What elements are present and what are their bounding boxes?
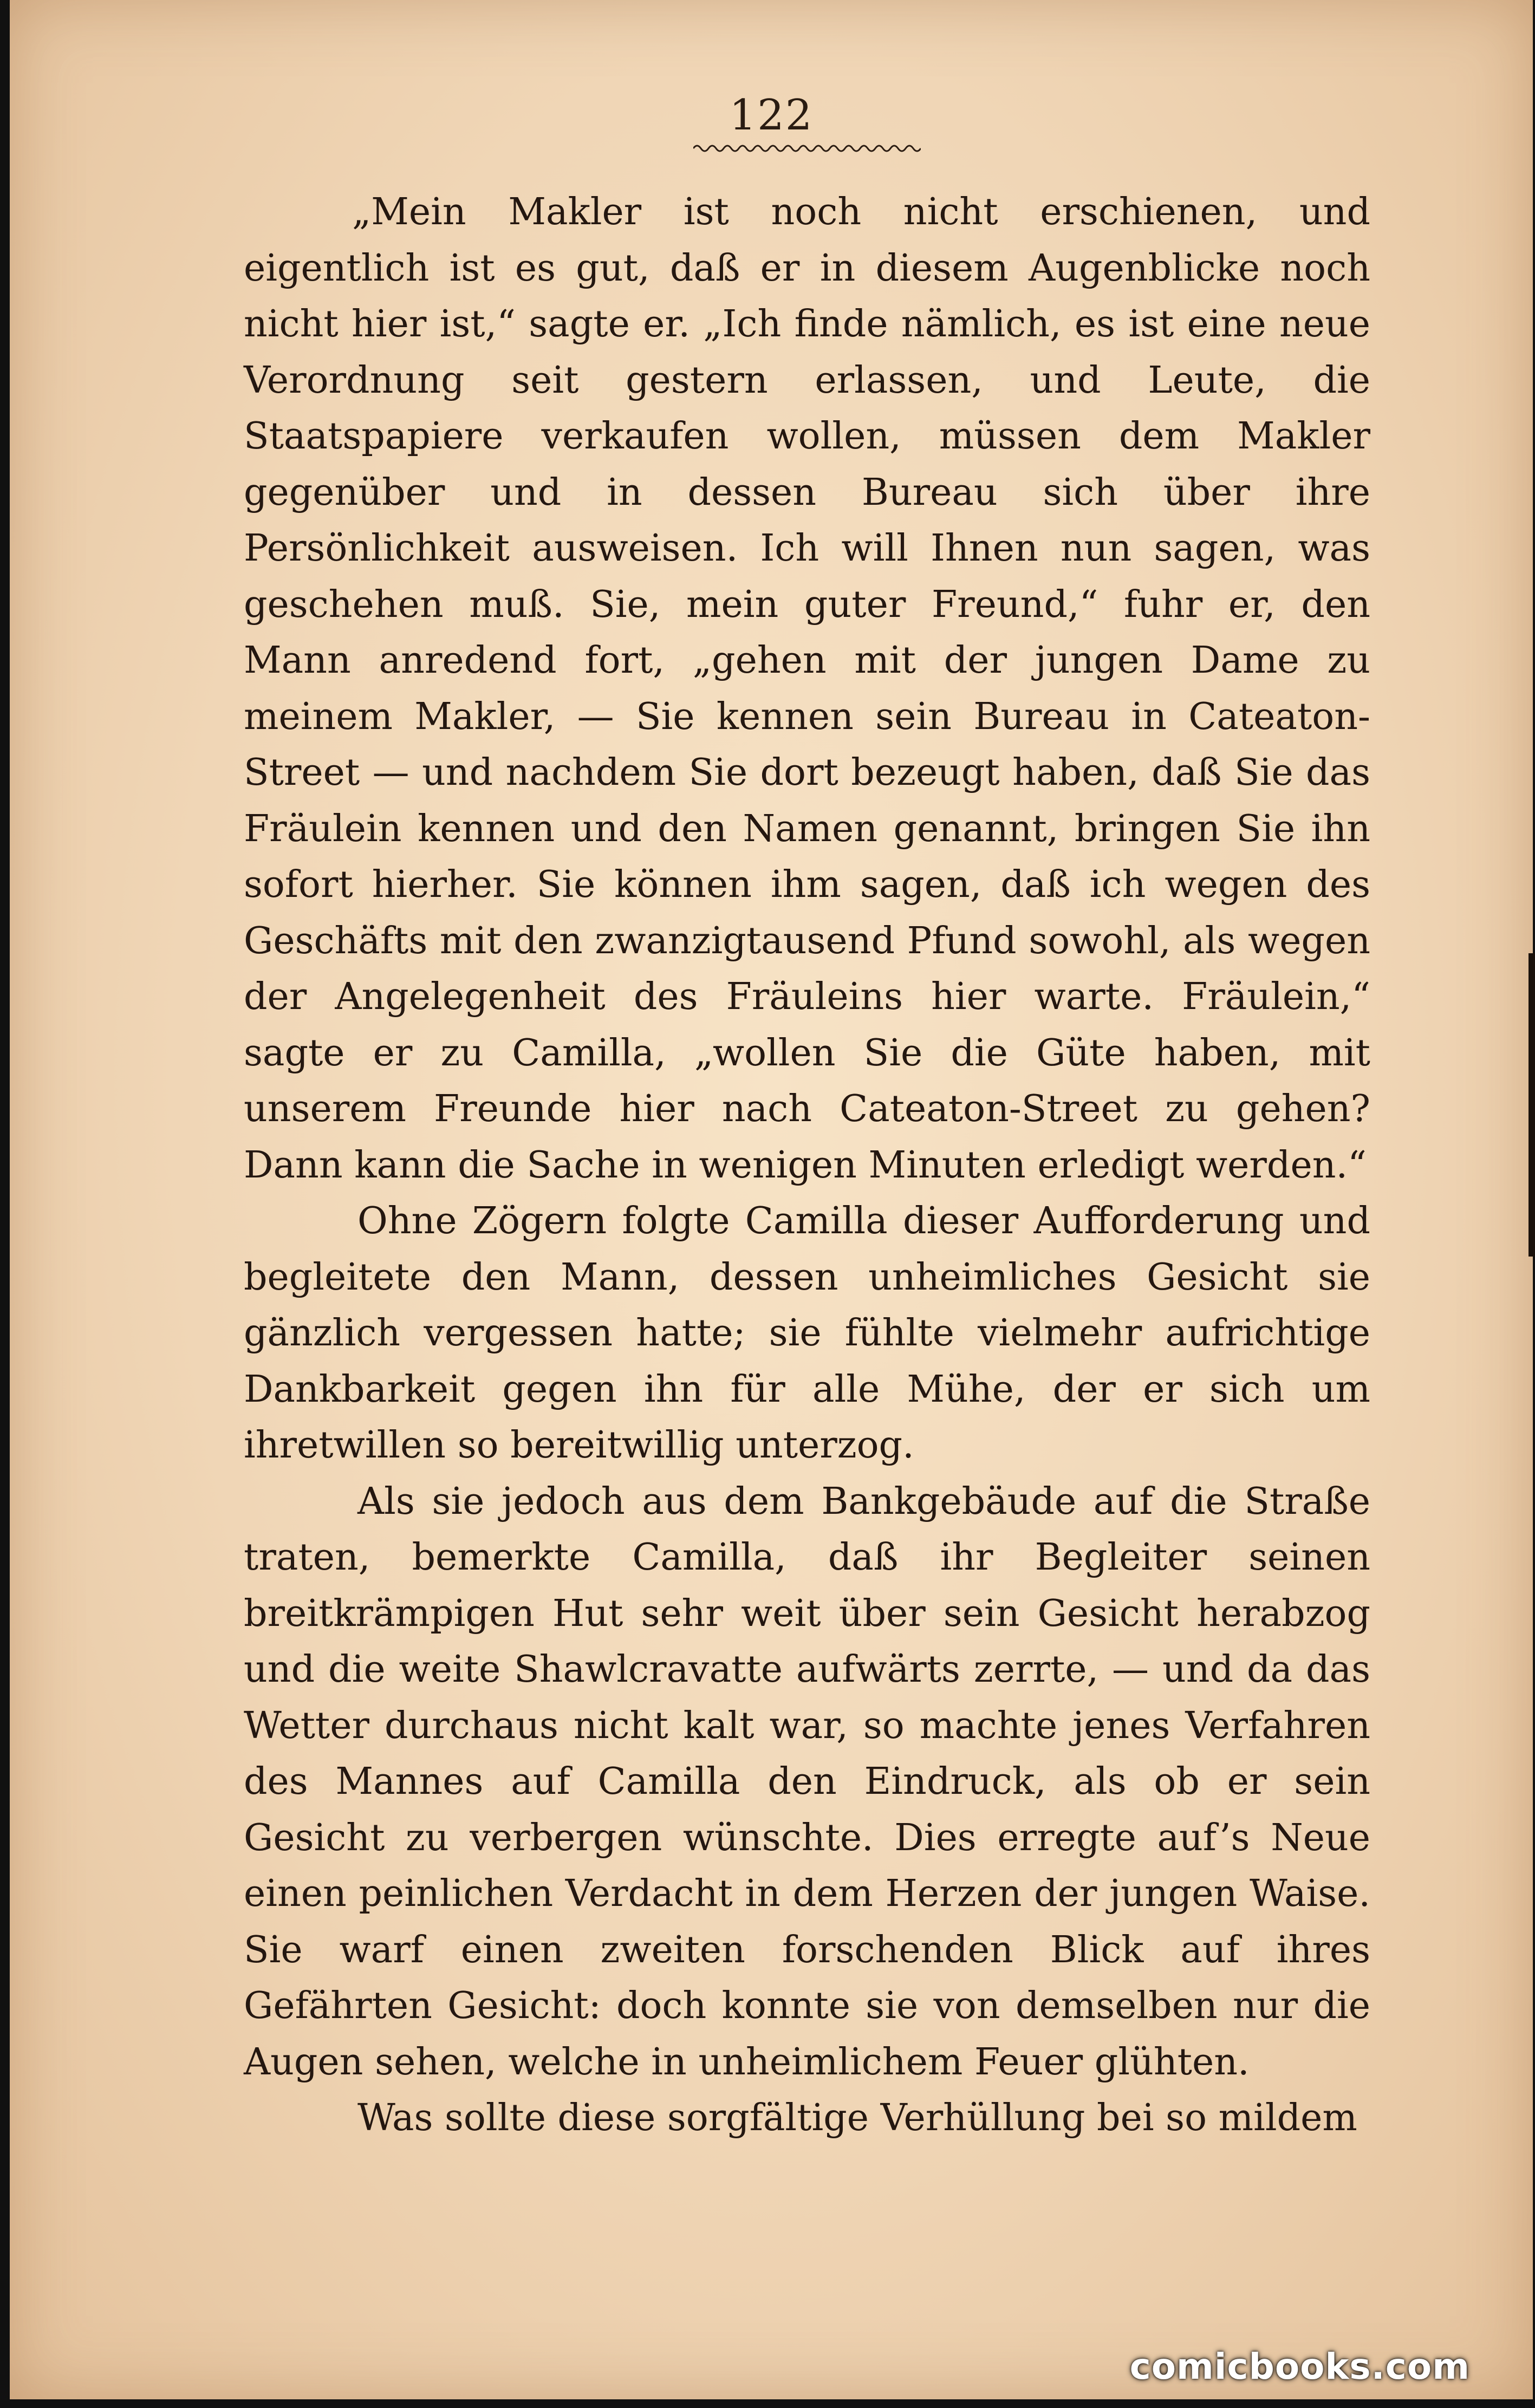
watermark: comicbooks.com — [1129, 2346, 1470, 2387]
paragraph: Was sollte diese sorgfältige Verhüllung bei so mildem — [357, 2097, 1357, 2139]
page-edge-shadow — [1529, 953, 1535, 1257]
decorative-wavy-rule — [693, 142, 921, 155]
paragraph: Als sie jedoch aus dem Bankgebäude auf die Straße traten, bemerkte Camilla, daß ihr Begleiter seinen breitkrämpigen Hut sehr weit über sein Gesicht herabzog und die weite Shawlcravatte aufwärts zerrte, — und da das Wetter durchaus nicht kalt war, so machte jenes Verfahren des Mannes auf Camilla den Eindruck, als ob er sein Gesicht zu verbergen wünschte. Dies erregte auf’s Neue einen peinlichen Verdacht in dem Herzen der jungen Waise. Sie warf einen zweiten forschenden Blick auf ihres Gefährten Gesicht: doch konnte sie von demselben nur die Augen sehen, welche in unheimlichem Feuer glühten. — [244, 1480, 1370, 2084]
book-page — [10, 0, 1533, 2399]
paragraph: „Mein Makler ist noch nicht erschienen, und eigentlich ist es gut, daß er in diesem Augenblicke noch nicht hier ist,“ sagte er. „Ich finde nämlich, es ist eine neue Verordnung seit gestern erlassen, und Leute, die Staatspapiere verkaufen wollen, müssen dem Makler gegenüber und in dessen Bureau sich über ihre Persönlichkeit ausweisen. Ich will Ihnen nun sagen, was geschehen muß. Sie, mein guter Freund,“ fuhr er, den Mann anredend fort, „gehen mit der jungen Dame zu meinem Makler, — Sie kennen sein Bureau in Cateaton-Street — und nachdem Sie dort bezeugt haben, daß Sie das Fräulein kennen und den Namen genannt, bringen Sie ihn sofort hierher. Sie können ihm sagen, daß ich wegen des Geschäfts mit den zwanzigtausend Pfund sowohl, als wegen der Angelegenheit des Fräuleins hier warte. Fräulein,“ sagte er zu Camilla, „wollen Sie die Güte haben, mit unserem Freunde hier nach Cateaton-Street zu gehen? Dann kann die Sache in wenigen Minuten erledigt werden.“ — [244, 191, 1370, 1187]
body-text — [244, 184, 1370, 2146]
paragraph: Ohne Zögern folgte Camilla dieser Aufforderung und begleitete den Mann, dessen unheimliches Gesicht sie gänzlich vergessen hatte; sie fühlte vielmehr aufrichtige Dankbarkeit gegen ihn für alle Mühe, der er sich um ihretwillen so bereitwillig unterzog. — [244, 1200, 1370, 1467]
page-number: 122 — [729, 91, 814, 140]
